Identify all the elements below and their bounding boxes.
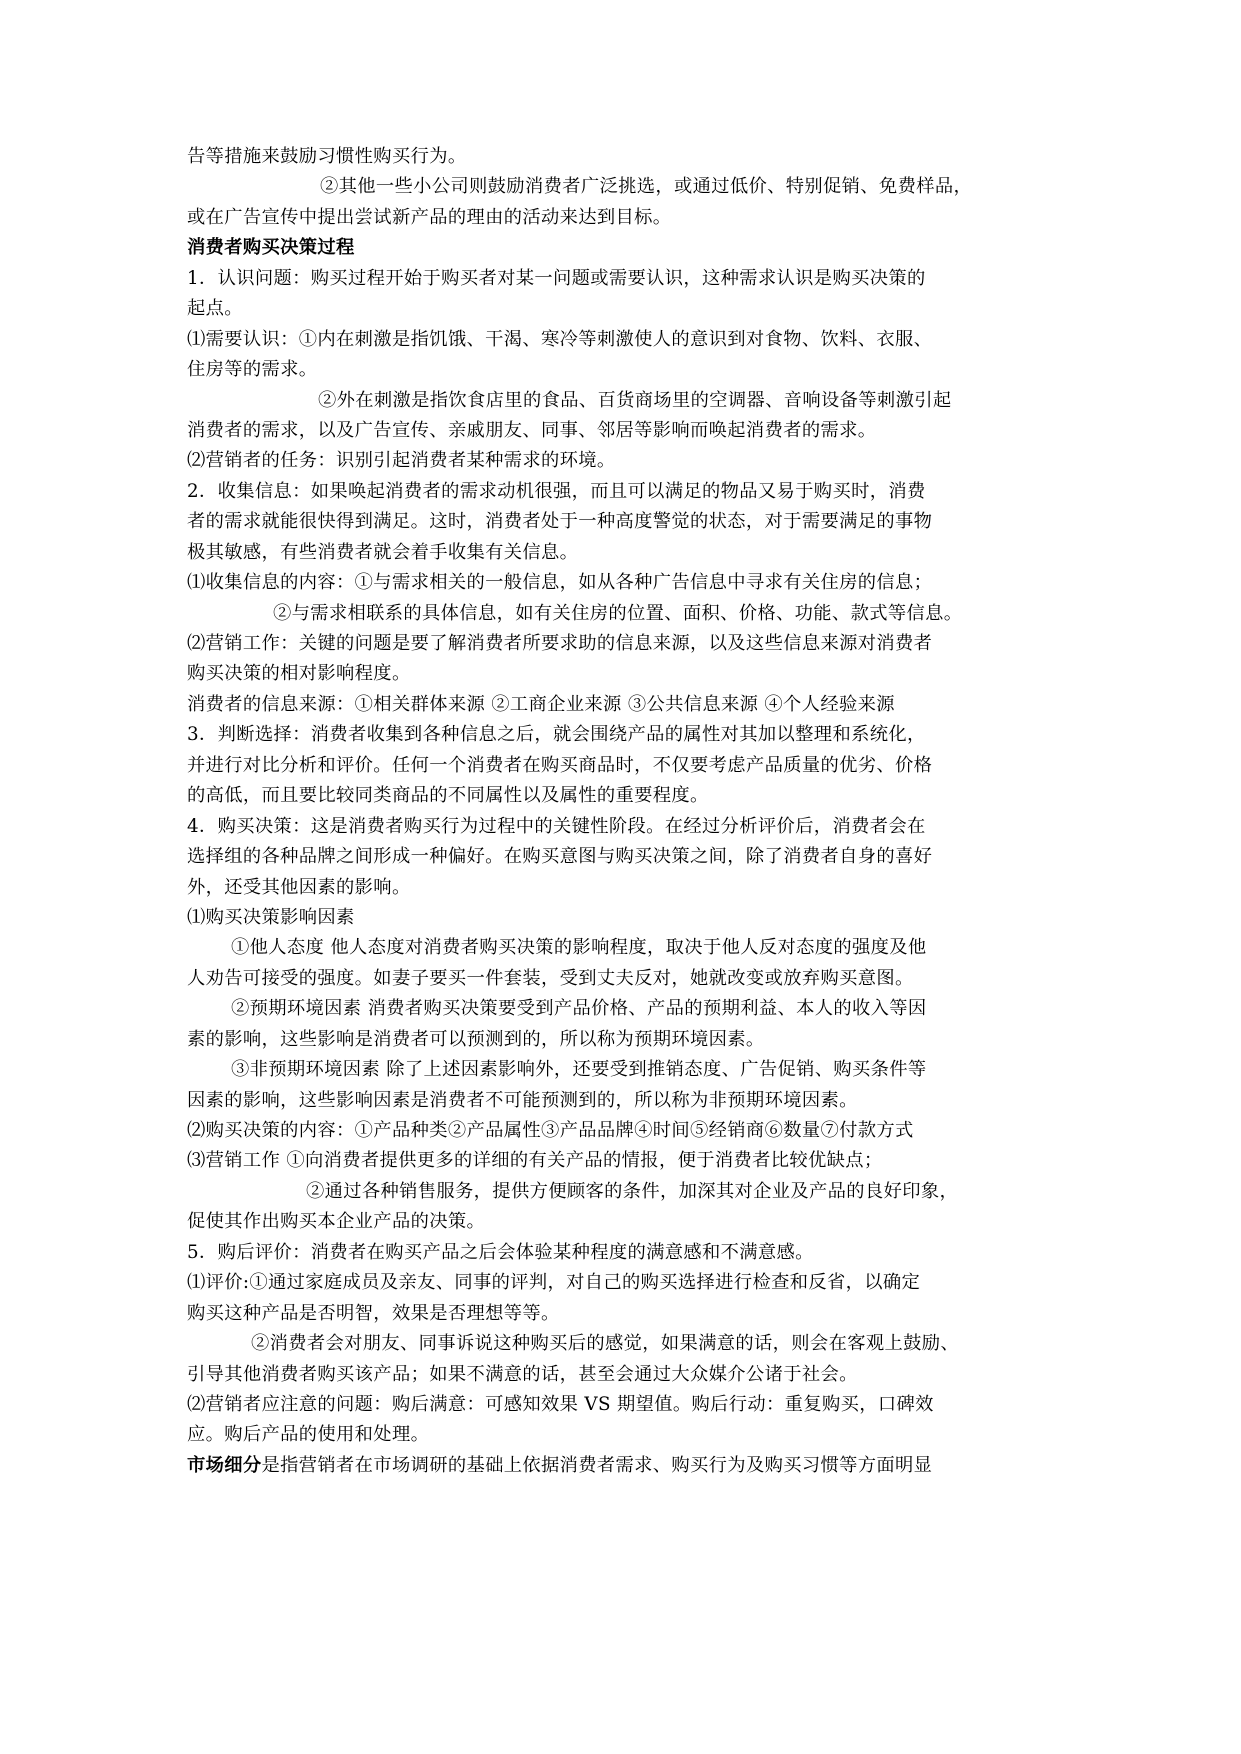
text-line: ②通过各种销售服务，提供方便顾客的条件，加深其对企业及产品的良好印象，: [306, 1180, 959, 1202]
text-line: ②消费者会对朋友、同事诉说这种购买后的感觉，如果满意的话，则会在客观上鼓励、: [251, 1333, 959, 1355]
text-line: 外，还受其他因素的影响。: [187, 876, 411, 898]
text-line: 1．认识问题：购买过程开始于购买者对某一问题或需要认识，这种需求认识是购买决策的: [187, 267, 926, 289]
term-market-segmentation: 市场细分: [187, 1454, 262, 1476]
text-line: ②外在刺激是指饮食店里的食品、百货商场里的空调器、音响设备等刺激引起: [318, 389, 952, 411]
document-page: [187, 142, 1067, 1481]
text-line: 应。购后产品的使用和处理。: [187, 1424, 430, 1446]
text-line: ⑴需要认识：①内在刺激是指饥饿、干渴、寒冷等刺激使人的意识到对食物、饮料、衣服、: [187, 328, 933, 350]
text-line: 引导其他消费者购买该产品；如果不满意的话，甚至会通过大众媒介公诸于社会。: [187, 1363, 858, 1385]
text-line: 起点。: [187, 298, 243, 320]
text-line: 3．判断选择：消费者收集到各种信息之后，就会围绕产品的属性对其加以整理和系统化，: [187, 724, 926, 746]
text-line: ⑵营销工作：关键的问题是要了解消费者所要求助的信息来源，以及这些信息来源对消费者: [187, 633, 933, 654]
text-line: 消费者的信息来源：①相关群体来源 ②工商企业来源 ③公共信息来源 ④个人经验来源: [187, 693, 895, 715]
text-line: ①他人态度 他人态度对消费者购买决策的影响程度，取决于他人反对态度的强度及他: [231, 937, 927, 959]
text-line: 选择组的各种品牌之间形成一种偏好。在购买意图与购买决策之间，除了消费者自身的喜好: [187, 846, 933, 868]
text-line: 人劝告可接受的强度。如妻子要买一件套装，受到丈夫反对，她就改变或放弃购买意图。: [187, 967, 914, 989]
text-line: 4．购买决策：这是消费者购买行为过程中的关键性阶段。在经过分析评价后，消费者会在: [187, 815, 926, 837]
text-line-mixed: [187, 1451, 1067, 1481]
text-line: 极其敏感，有些消费者就会着手收集有关信息。: [187, 541, 579, 563]
text-line: 告等措施来鼓励习惯性购买行为。: [187, 146, 467, 167]
text-line: 因素的影响，这些影响因素是消费者不可能预测到的，所以称为非预期环境因素。: [187, 1089, 858, 1111]
text-line: 2．收集信息：如果唤起消费者的需求动机很强，而且可以满足的物品又易于购买时，消费: [187, 480, 926, 502]
text-line: ⑴购买决策影响因素: [187, 906, 355, 928]
text-line: ②其他一些小公司则鼓励消费者广泛挑选，或通过低价、特别促销、免费样品，: [320, 176, 973, 198]
text-line: 或在广告宣传中提出尝试新产品的理由的活动来达到目标。: [187, 206, 672, 228]
text-line: 购买决策的相对影响程度。: [187, 663, 411, 685]
text-line: 的高低，而且要比较同类商品的不同属性以及属性的重要程度。: [187, 785, 709, 807]
text-line: ⑵购买决策的内容：①产品种类②产品属性③产品品牌④时间⑤经销商⑥数量⑦付款方式: [187, 1120, 914, 1141]
text-line: ⑶营销工作 ①向消费者提供更多的详细的有关产品的情报，便于消费者比较优缺点；: [187, 1150, 883, 1172]
section-heading: 消费者购买决策过程: [187, 237, 355, 259]
text-line: 素的影响，这些影响是消费者可以预测到的，所以称为预期环境因素。: [187, 1028, 765, 1050]
text-line: 住房等的需求。: [187, 359, 318, 381]
text-line: ⑵营销者应注意的问题：购后满意：可感知效果 VS 期望值。购后行动：重复购买，口碑效: [187, 1393, 934, 1415]
text-line: 者的需求就能很快得到满足。这时，消费者处于一种高度警觉的状态，对于需要满足的事物: [187, 511, 933, 533]
text-line: ③非预期环境因素 除了上述因素影响外，还要受到推销态度、广告促销、购买条件等: [231, 1059, 927, 1081]
text-line: 促使其作出购买本企业产品的决策。: [187, 1211, 486, 1233]
text-line: 5．购后评价：消费者在购买产品之后会体验某种程度的满意感和不满意感。: [187, 1241, 814, 1263]
text-line: ⑵营销者的任务：识别引起消费者某种需求的环境。: [187, 450, 616, 472]
text-line: ②预期环境因素 消费者购买决策要受到产品价格、产品的预期利益、本人的收入等因: [231, 998, 927, 1020]
text-line: 购买这种产品是否明智，效果是否理想等等。: [187, 1302, 560, 1324]
text-line: 并进行对比分析和评价。任何一个消费者在购买商品时，不仅要考虑产品质量的优劣、价格: [187, 754, 933, 776]
text-line: ⑴评价:①通过家庭成员及亲友、同事的评判，对自己的购买选择进行检查和反省，以确定: [187, 1272, 921, 1294]
text-line: ②与需求相联系的具体信息，如有关住房的位置、面积、价格、功能、款式等信息。: [273, 602, 963, 624]
text-line: 消费者的需求，以及广告宣传、亲戚朋友、同事、邻居等影响而唤起消费者的需求。: [187, 419, 877, 441]
text-line: ⑴收集信息的内容：①与需求相关的一般信息，如从各种广告信息中寻求有关住房的信息；: [187, 572, 933, 594]
term-definition-text: 是指营销者在市场调研的基础上依据消费者需求、购买行为及购买习惯等方面明显: [261, 1454, 933, 1476]
